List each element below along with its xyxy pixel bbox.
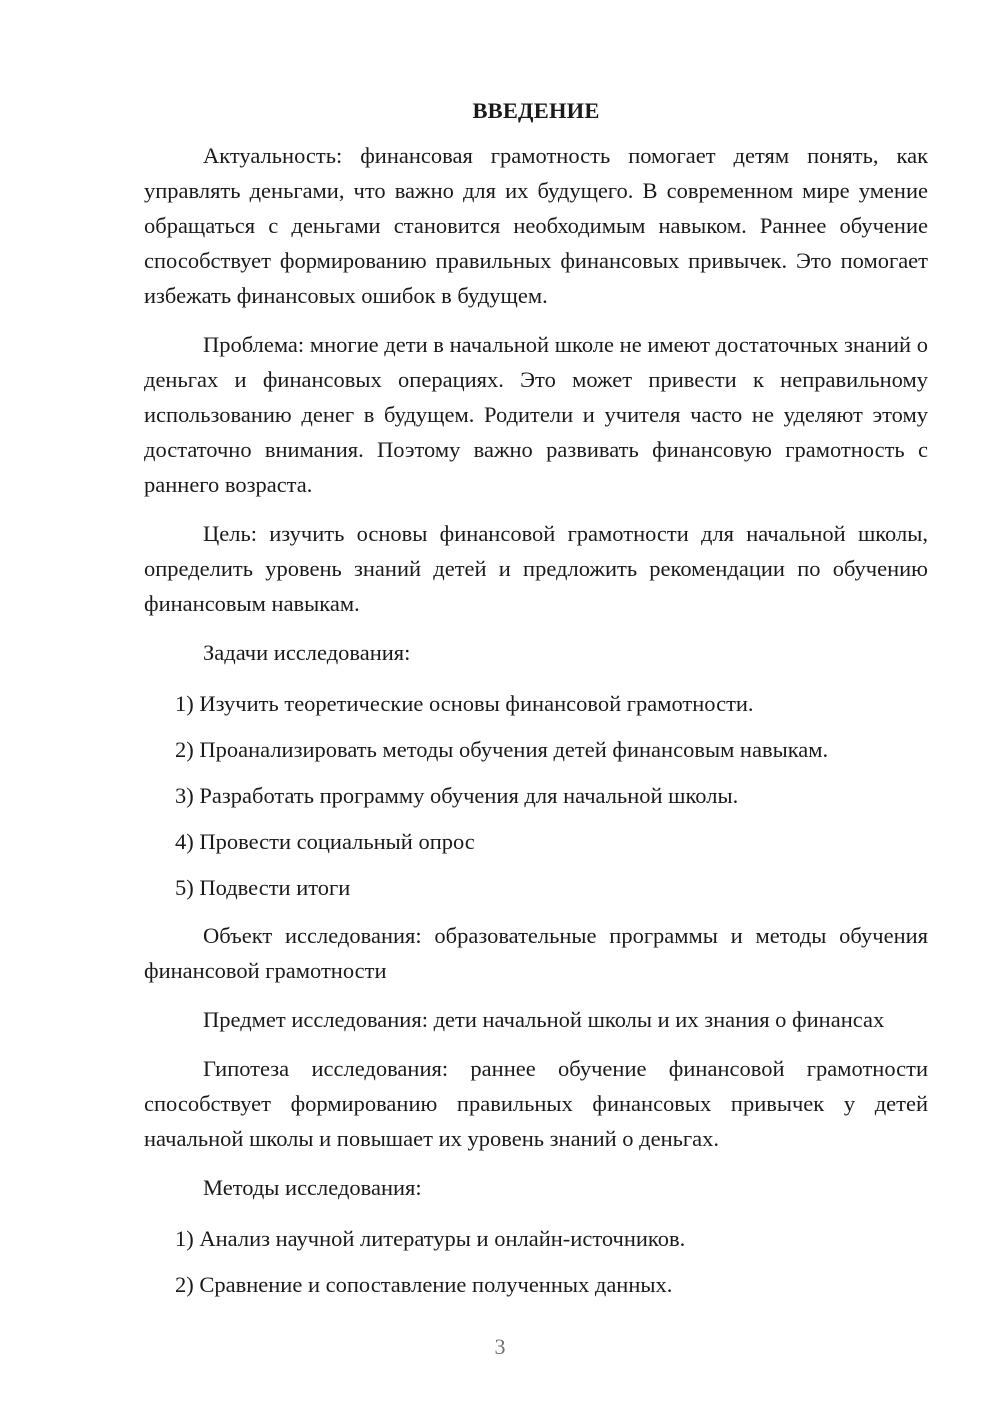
- tasks-title: Задачи исследования:: [203, 640, 411, 665]
- document-page: [144, 96, 928, 1315]
- task-item: 1) Изучить теоретические основы финансовой грамотности.: [175, 691, 754, 716]
- method-item: 1) Анализ научной литературы и онлайн-источников.: [175, 1226, 686, 1251]
- subject-paragraph: Предмет исследования: дети начальной школы и их знания о финансах: [203, 1007, 885, 1032]
- section-heading: ВВЕДЕНИЕ: [472, 98, 600, 123]
- methods-list: [144, 1223, 928, 1300]
- task-item: 2) Проанализировать методы обучения детей финансовым навыкам.: [175, 737, 829, 762]
- method-item: 2) Сравнение и сопоставление полученных данных.: [175, 1272, 673, 1297]
- problem-paragraph: Проблема: многие дети в начальной школе не имеют достаточных знаний о деньгах и финансовых операциях. Это может привести к неправильному использованию денег в будущем. Родители и учителя часто не уделяют этому достаточно внимания. Поэтому важно развивать финансовую грамотность с раннего возраста.: [144, 332, 928, 497]
- tasks-list: [144, 688, 928, 903]
- goal-paragraph: Цель: изучить основы финансовой грамотности для начальной школы, определить уровень знаний детей и предложить рекомендации по обучению финансовым навыкам.: [144, 521, 928, 616]
- task-item: 5) Подвести итоги: [175, 875, 351, 900]
- task-item: 4) Провести социальный опрос: [175, 829, 475, 854]
- task-item: 3) Разработать программу обучения для начальной школы.: [175, 783, 739, 808]
- object-paragraph: Объект исследования: образовательные программы и методы обучения финансовой грамотности: [144, 923, 928, 983]
- page-number: 3: [494, 1334, 506, 1359]
- hypothesis-paragraph: Гипотеза исследования: раннее обучение финансовой грамотности способствует формированию правильных финансовых привычек у детей начальной школы и повышает их уровень знаний о деньгах.: [144, 1056, 928, 1151]
- methods-title: Методы исследования:: [203, 1175, 422, 1200]
- relevance-paragraph: Актуальность: финансовая грамотность помогает детям понять, как управлять деньгами, что важно для их будущего. В современном мире умение обращаться с деньгами становится необходимым навыком. Раннее обучение способствует формированию правильных финансовых привычек. Это помогает избежать финансовых ошибок в будущем.: [144, 143, 928, 308]
